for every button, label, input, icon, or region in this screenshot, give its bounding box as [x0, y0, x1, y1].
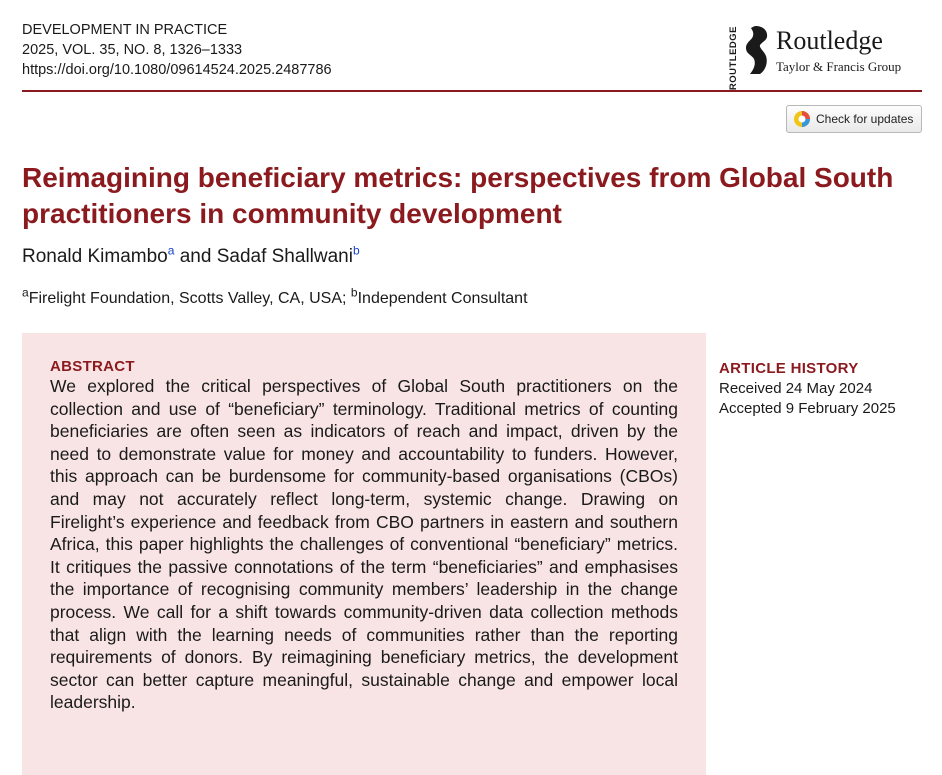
publisher-side-text: ROUTLEDGE	[728, 26, 739, 91]
affiliation-text: Independent Consultant	[357, 290, 528, 307]
journal-name: DEVELOPMENT IN PRACTICE	[22, 22, 228, 38]
journal-info	[22, 20, 332, 80]
journal-doi[interactable]: https://doi.org/10.1080/09614524.2025.2487786	[22, 62, 332, 78]
accepted-date: Accepted 9 February 2025	[719, 400, 896, 417]
article-history	[719, 359, 896, 419]
author-list	[22, 243, 360, 268]
article-history-heading: ARTICLE HISTORY	[719, 360, 859, 377]
abstract-heading: ABSTRACT	[50, 358, 135, 375]
affiliation-marker: b	[350, 285, 358, 300]
routledge-knight-icon	[742, 24, 772, 76]
abstract-text: We explored the critical perspectives of Global South practitioners on the collection and use of “beneficiary” terminology. Traditional metrics of counting beneficiaries are often seen as indicators of reach and impact, driven by the need to demonstrate value for money and accountability to funders. However, this approach can be burdensome for community-based organisations (CBOs) and may not accurately reflect long-term, systemic change. Drawing on Firelight’s experience and feedback from CBO partners in eastern and southern Africa, this paper highlights the challenges of conventional “beneficiary” metrics. It critiques the passive connotations of the term “beneficiaries” and emphasises the importance of recognising community members’ leadership in the change process. We call for a shift towards community-driven data collection methods that align with the learning needs of communities rather than the reporting requirements of donors. By reimagining beneficiary metrics, the development sector can better capture meaningful, sustainable change and empower local leadership.	[50, 376, 678, 713]
author-conjunction: and	[179, 246, 212, 267]
affiliation-text: Firelight Foundation, Scotts Valley, CA, USA;	[28, 290, 351, 307]
publisher-logo	[728, 24, 928, 91]
received-date: Received 24 May 2024	[719, 380, 873, 397]
affiliations	[22, 285, 528, 308]
publisher-subtitle: Taylor & Francis Group	[776, 59, 902, 74]
header-divider	[22, 90, 922, 92]
publisher-name: Routledge	[776, 26, 883, 55]
affiliation-marker: a	[22, 285, 29, 300]
author-affiliation-marker[interactable]: b	[352, 243, 360, 258]
article-title: Reimagining beneficiary metrics: perspectives from Global South practitioners in community development	[22, 162, 894, 229]
author-name[interactable]: Sadaf Shallwani	[216, 246, 353, 267]
journal-volume: 2025, VOL. 35, NO. 8, 1326–1333	[22, 42, 243, 58]
check-for-updates-label: Check for updates	[816, 112, 914, 126]
author-name[interactable]: Ronald Kimambo	[22, 246, 168, 267]
check-for-updates-button[interactable]	[786, 105, 922, 133]
author-affiliation-marker[interactable]: a	[167, 243, 175, 258]
abstract-section	[22, 333, 706, 775]
crossmark-icon	[793, 110, 811, 128]
